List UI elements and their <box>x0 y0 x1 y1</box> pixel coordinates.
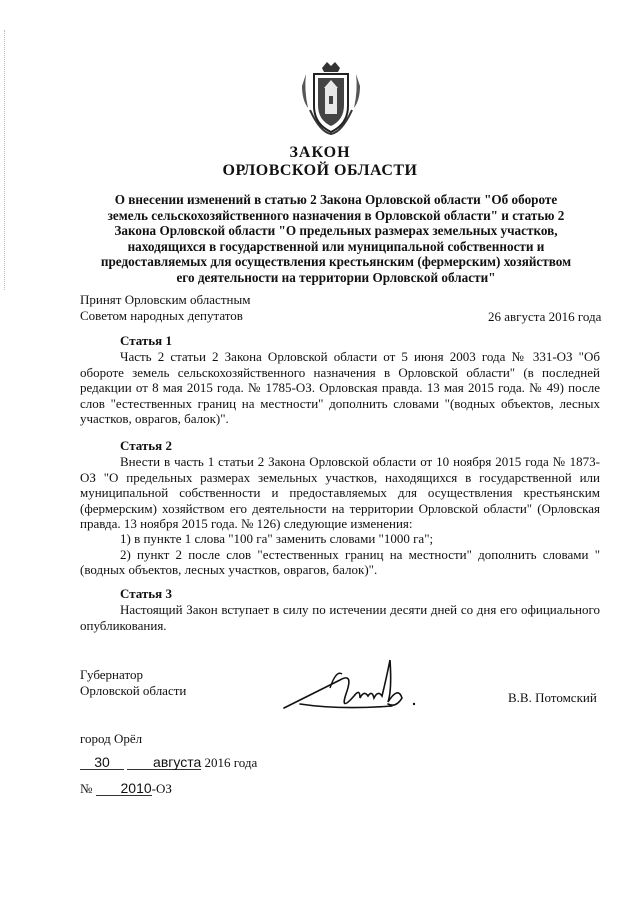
handwritten-signature <box>280 650 420 720</box>
article-3-heading: Статья 3 <box>120 586 172 601</box>
signing-year: 2016 года <box>204 755 258 770</box>
article-1-text: Часть 2 статьи 2 Закона Орловской области от 5 июня 2003 года № 331-ОЗ "Об обороте земель сельскохозяйственного назначения в Орловской области" (в последней редакции от 8 мая 2015 года. № 1785-ОЗ. Орловская правда. 13 мая 2015 года. № 49) после слов "естественных границ на местности" дополнить словами "(водных объектов, лесных участков, оврагов, балок)". <box>80 349 600 426</box>
signatory-position <box>80 667 186 698</box>
article-2-text: Внести в часть 1 статьи 2 Закона Орловской области от 10 ноября 2015 года № 1873-ОЗ "О предельных размерах земельных участков, находящихся в государственной или муниципальной собственности и предоставляемых для осуществления крестьянским (фермерским) хозяйством его деятельности на территории Орловской области" (Орловская правда. 13 ноября 2015 года. № 126) следующие изменения: <box>80 454 600 531</box>
signing-month: августа <box>127 756 201 770</box>
position-line-1: Губернатор <box>80 667 143 682</box>
region-name: ОРЛОВСКОЙ ОБЛАСТИ <box>222 162 418 179</box>
article-2-heading: Статья 2 <box>120 438 172 453</box>
article-3-text: Настоящий Закон вступает в силу по истечении десяти дней со дня его официального опубликования. <box>80 602 600 633</box>
number-value: 2010 <box>96 782 152 796</box>
article-2-items <box>80 531 600 578</box>
signing-city: город Орёл <box>80 731 143 746</box>
position-line-2: Орловской области <box>80 682 187 698</box>
article-1-heading: Статья 1 <box>120 333 172 348</box>
adoption-authority <box>80 292 250 323</box>
article-2-item-2: 2) пункт 2 после слов "естественных границ на местности" дополнить словами "(водных объектов, лесных участков, оврагов, балок)". <box>80 546 600 577</box>
adoption-line-2: Советом народных депутатов <box>80 307 243 323</box>
signatory-name: В.В. Потомский <box>508 690 597 705</box>
number-sign: № <box>80 781 93 796</box>
law-title: О внесении изменений в статью 2 Закона Орловской области "Об обороте земель сельскохозяйственного назначения в Орловской области" и статью 2 Закона Орловской области "О предельных размерах земельных участков, находящихся в государственной или муниципальной собственности и предоставляемых для осуществления крестьянским (фермерским) хозяйством его деятельности на территории Орловской области" <box>100 192 572 285</box>
document-type: ЗАКОН <box>289 144 351 161</box>
signing-date <box>80 755 257 771</box>
signing-day: 30 <box>80 756 124 770</box>
adoption-date: 26 августа 2016 года <box>488 309 602 324</box>
number-suffix: -ОЗ <box>151 781 172 796</box>
adoption-line-1: Принят Орловским областным <box>80 292 251 307</box>
law-number <box>80 781 172 797</box>
coat-of-arms-icon <box>300 60 362 136</box>
article-2-item-1: 1) в пункте 1 слова "100 га" заменить словами "1000 га"; <box>120 531 434 546</box>
